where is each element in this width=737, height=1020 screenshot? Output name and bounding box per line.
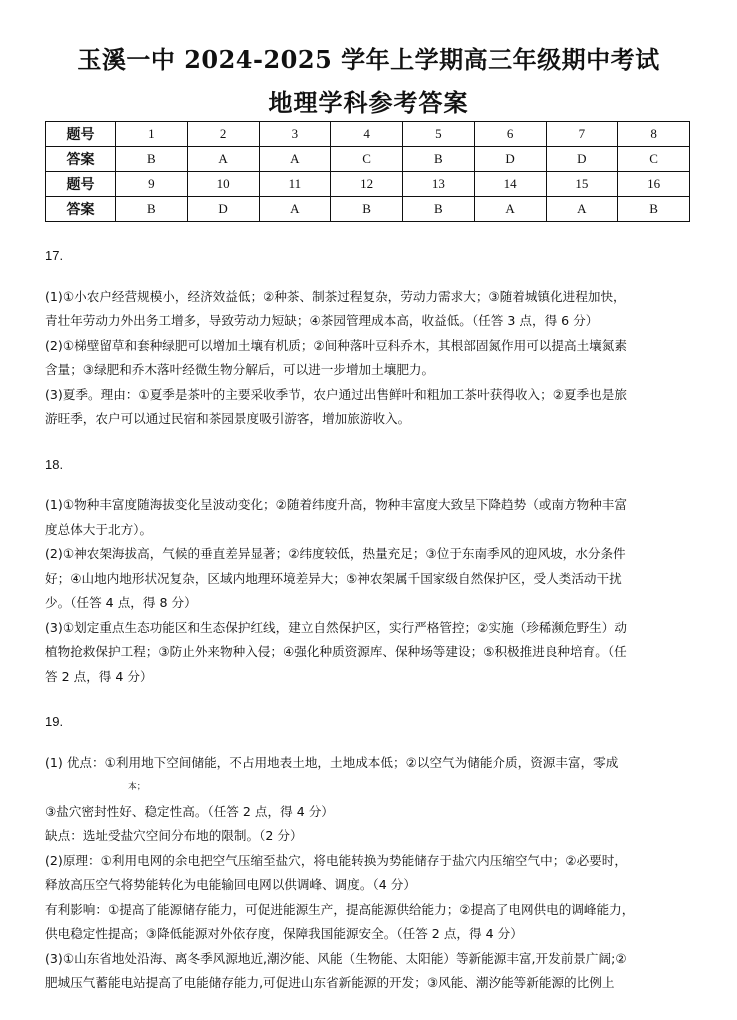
table-cell: C — [618, 147, 690, 172]
answer-line: (2)原理：①利用电网的余电把空气压缩至盐穴，将电能转换为势能储存于盐穴内压缩空气中；②必要时， — [45, 852, 627, 868]
answer-line: 供电稳定性提高；③降低能源对外依存度，保障我国能源安全。（任答 2 点，得 4 分） — [45, 926, 523, 941]
exam-title: 玉溪一中 2024-2025 学年上学期高三年级期中考试 — [77, 45, 660, 74]
answer-line: 好；④山地内地形状况复杂，区域内地理环境差异大；⑤神农架属千国家级自然保护区，受人类活动干扰 — [45, 570, 622, 586]
row-label: 答案 — [46, 197, 116, 222]
table-cell: 14 — [474, 172, 546, 197]
table-cell: 16 — [618, 172, 690, 197]
answer-body — [45, 244, 695, 996]
answer-line: ③盐穴密封性好、稳定性高。（任答 2 点，得 4 分） — [45, 803, 334, 819]
table-row — [46, 122, 690, 147]
table-cell: 2 — [187, 122, 259, 147]
answer-line: (1)①物种丰富度随海拔变化呈波动变化；②随着纬度升高，物种丰富度大致呈下降趋势（或南方物种丰富 — [45, 497, 627, 512]
table-cell: A — [546, 197, 618, 222]
table-cell: 1 — [116, 122, 188, 147]
table-cell: D — [546, 147, 618, 172]
answer-table — [45, 121, 690, 222]
table-cell: B — [116, 197, 188, 222]
table-cell: B — [618, 197, 690, 222]
table-cell: B — [403, 147, 475, 172]
question-number-17: 17. — [45, 248, 64, 263]
answer-line: 缺点：选址受盐穴空间分布地的限制。（2 分） — [45, 828, 303, 843]
table-cell: 12 — [331, 172, 403, 197]
table-cell: 10 — [187, 172, 259, 197]
question-number-19: 19. — [45, 714, 64, 729]
answer-line: (1) 优点：①利用地下空间储能，不占用地表土地，土地成本低；②以空气为储能介质，资源丰富，零成 — [45, 754, 619, 770]
exam-subtitle: 地理学科参考答案 — [268, 88, 469, 117]
table-cell: 8 — [618, 122, 690, 147]
row-label: 题号 — [46, 172, 116, 197]
table-cell: C — [331, 147, 403, 172]
answer-line: 含量；③绿肥和乔木落叶经微生物分解后，可以进一步增加土壤肥力。 — [45, 362, 435, 377]
table-cell: A — [187, 147, 259, 172]
question-number-18: 18. — [45, 456, 64, 472]
table-cell: D — [474, 147, 546, 172]
answer-line: 答 2 点，得 4 分） — [45, 668, 153, 684]
table-row — [46, 172, 690, 197]
table-cell: 6 — [474, 122, 546, 147]
table-cell: A — [259, 197, 331, 222]
table-cell: 11 — [259, 172, 331, 197]
table-cell: 15 — [546, 172, 618, 197]
table-cell: 13 — [403, 172, 475, 197]
table-cell: B — [331, 197, 403, 222]
table-cell: 4 — [331, 122, 403, 147]
row-label: 答案 — [46, 147, 116, 172]
table-cell: 3 — [259, 122, 331, 147]
answer-line: (2)①梯壁留草和套种绿肥可以增加土壤有机质；②间种落叶豆科乔木，其根部固氮作用可以提高土壤氮素 — [45, 337, 627, 353]
table-cell: D — [187, 197, 259, 222]
answer-line: (2)①神农架海拔高，气候的垂直差异显著；②纬度较低，热量充足；③位于东南季风的迎风坡，水分条件 — [45, 546, 626, 561]
row-label: 题号 — [46, 122, 116, 147]
answer-line: 植物抢救保护工程；③防止外来物种入侵；④强化种质资源库、保种场等建设；⑤积极推进良种培育。（任 — [45, 644, 627, 659]
table-cell: 7 — [546, 122, 618, 147]
answer-line: (1)①小农户经营规模小，经济效益低；②种茶、制茶过程复杂，劳动力需求大；③随着城镇化进程加快， — [45, 288, 626, 304]
answer-line: 游旺季，农户可以通过民宿和茶园景度吸引游客，增加旅游收入。 — [45, 411, 411, 426]
table-cell: A — [474, 197, 546, 222]
answer-line: 青壮年劳动力外出务工增多，导致劳动力短缺；④茶园管理成本高，收益低。（任答 3 点，得 6 分） — [45, 313, 599, 328]
answer-line: 本； — [128, 782, 146, 792]
table-cell: 5 — [403, 122, 475, 147]
table-row — [46, 147, 690, 172]
answer-line: (3)①山东省地处沿海、离冬季风源地近,潮汐能、风能（生物能、太阳能）等新能源丰富,开发前景广阔;② — [45, 950, 627, 966]
table-cell: B — [116, 147, 188, 172]
table-cell: 9 — [116, 172, 188, 197]
answer-line: 有利影响：①提高了能源储存能力，可促进能源生产，提高能源供给能力；②提高了电网供电的调峰能力， — [45, 901, 635, 917]
answer-line: 度总体大于北方）。 — [45, 521, 153, 537]
table-row — [46, 197, 690, 222]
answer-line: 少。（任答 4 点，得 8 分） — [45, 595, 197, 610]
table-cell: A — [259, 147, 331, 172]
table-cell: B — [403, 197, 475, 222]
answer-line: 释放高压空气将势能转化为电能输回电网以供调峰、调度。（4 分） — [45, 877, 416, 892]
answer-line: 肥城压气蓄能电站提高了电能储存能力,可促进山东省新能源的开发；③风能、潮汐能等新能源的比例上 — [45, 975, 615, 990]
answer-line: (3)①划定重点生态功能区和生态保护红线，建立自然保护区，实行严格管控；②实施（珍稀濒危野生）动 — [45, 619, 627, 635]
answer-line: (3)夏季。理由：①夏季是茶叶的主要采收季节，农户通过出售鲜叶和粗加工茶叶获得收入；②夏季也是旅 — [45, 386, 627, 402]
